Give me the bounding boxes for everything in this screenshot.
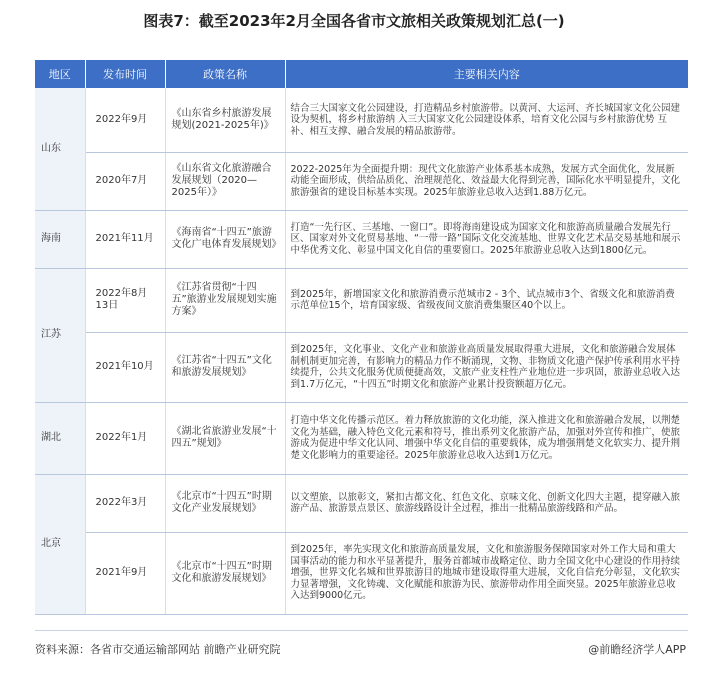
source-note: 资料来源：各省市交通运输部网站 前瞻产业研究院 (35, 643, 281, 656)
date-cell: 2022年3月 (85, 474, 165, 532)
content-cell: 到2025年，率先实现文化和旅游高质量发展，文化和旅游服务保障国家对外工作大局和重大国事活动的能力和水平显著提升，服务首都城市战略定位、助力全国文化中心建设的作用持续增强，世界文化名城和世界旅游目的地城市建设取得重大进展，文化自信充分彰显，文化软实力显著增强，文化铸魂、文化赋能和旅游为民、旅游带动作用全面突显。2025年旅游业总收入达到9000亿元。 (285, 532, 688, 614)
policy-name-cell: 《湖北省旅游业发展“十四五”规划》 (165, 402, 285, 474)
region-cell: 山东 (35, 88, 85, 210)
page-title: 图表7：截至2023年2月全国各省市文旅相关政策规划汇总(一) (143, 12, 565, 30)
table-row (35, 210, 688, 268)
policy-name-cell: 《北京市“十四五”时期文化和旅游发展规划》 (165, 532, 285, 614)
brand-credit: @前瞻经济学人APP (588, 643, 686, 656)
date-cell: 2020年7月 (85, 152, 165, 210)
table-row (35, 88, 688, 152)
policy-name-cell: 《海南省“十四五”旅游文化广电体育发展规划》 (165, 210, 285, 268)
content-cell: 到2025年，新增国家文化和旅游消费示范城市2 - 3个、试点城市3个、省级文化和旅游消费示范单位15个，培育国家级、省级夜间文旅消费集聚区40个以上。 (285, 268, 688, 332)
policy-name-cell: 《江苏省贯彻“十四五”旅游业发展规划实施方案》 (165, 268, 285, 332)
policy-name-cell: 《山东省乡村旅游发展规划(2021-2025年)》 (165, 88, 285, 152)
table-header-row (35, 60, 688, 88)
table-row (35, 332, 688, 402)
policy-name-cell: 《江苏省“十四五”文化和旅游发展规划》 (165, 332, 285, 402)
date-cell: 2021年9月 (85, 532, 165, 614)
content-cell: 2022-2025年为全面提升期：现代文化旅游产业体系基本成熟，发展方式全面优化，发展新动能全面形成，供给品质化、治理规范化、效益最大化得到完善，国际化水平明显提升，文化旅游强省的建设目标基本实现。2025年旅游业总收入达到1.88万亿元。 (285, 152, 688, 210)
content-cell: 打造中华文化传播示范区。着力释放旅游的文化功能，深入推进文化和旅游融合发展，以荆楚文化为基础，融入特色文化元素和符号，推出系列文化旅游产品，加强对外宣传和推广，使旅游成为促进中华文化认同、增强中华文化自信的重要载体，成为增强荆楚文化软实力、提升荆楚文化影响力的重要途径。2025年旅游业总收入达到1万亿元。 (285, 402, 688, 474)
header-date: 发布时间 (85, 60, 165, 88)
content-cell: 到2025年，文化事业、文化产业和旅游业高质量发展取得重大进展，文化和旅游融合发展体制机制更加完善，有影响力的精品力作不断涌现，文物、非物质文化遗产保护传承利用水平持续提升，公共文化服务优质便捷高效，文旅产业支柱性产业地位进一步巩固，旅游业总收入达到1.7万亿元，“十四五”时期文化和旅游产业累计投资额超万亿元。 (285, 332, 688, 402)
header-content: 主要相关内容 (285, 60, 688, 88)
date-cell: 2021年10月 (85, 332, 165, 402)
header-policy: 政策名称 (165, 60, 285, 88)
header-region: 地区 (35, 60, 85, 88)
date-cell: 2022年9月 (85, 88, 165, 152)
content-cell: 以文塑旅，以旅彰文，紧扣古都文化、红色文化、京味文化、创新文化四大主题，提穿融入旅游产品、旅游景点景区、旅游线路设计全过程，推出一批精品旅游线路和产品。 (285, 474, 688, 532)
policy-table (35, 60, 688, 615)
date-cell: 2022年1月 (85, 402, 165, 474)
region-cell: 北京 (35, 474, 85, 614)
table-row (35, 402, 688, 474)
policy-name-cell: 《山东省文化旅游融合发展规划（2020—2025年）》 (165, 152, 285, 210)
policy-name-cell: 《北京市“十四五”时期文化产业发展规划》 (165, 474, 285, 532)
footer-divider (35, 630, 688, 631)
region-cell: 江苏 (35, 268, 85, 402)
content-cell: 打造“一先行区、三基地、一窗口”。即将海南建设成为国家文化和旅游高质量融合发展先行区、国家对外文化贸易基地、“一带一路”国际文化交流基地、世界文化艺术品交易基地和展示中华优秀文化、彰显中国文化自信的重要窗口。2025年旅游业总收入达到1800亿元。 (285, 210, 688, 268)
region-cell: 湖北 (35, 402, 85, 474)
date-cell: 2022年8月13日 (85, 268, 165, 332)
table-row (35, 268, 688, 332)
table-row (35, 152, 688, 210)
table-row (35, 474, 688, 532)
content-cell: 结合三大国家文化公园建设，打造精品乡村旅游带。以黄河、大运河、齐长城国家文化公园建设为契机，将乡村旅游纳 入三大国家文化公园建设体系，培育文化公园与乡村旅游优势 互补、相互支撑、融合发展的精品旅游带。 (285, 88, 688, 152)
region-cell: 海南 (35, 210, 85, 268)
date-cell: 2021年11月 (85, 210, 165, 268)
table-row (35, 532, 688, 614)
